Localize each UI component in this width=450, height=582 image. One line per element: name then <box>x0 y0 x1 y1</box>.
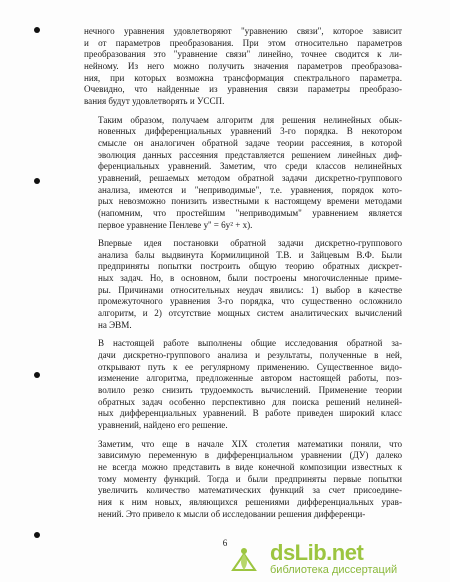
text-line: новенных дифференциальных уравнений 3-го порядка. В некотором <box>98 126 402 137</box>
watermark <box>230 540 440 576</box>
binding-hole <box>34 372 40 378</box>
watermark-subtitle: библиотека диссертаций <box>270 564 398 576</box>
paragraph <box>84 238 402 331</box>
text-line: уравнений, найдено его решение. <box>98 420 228 430</box>
binding-hole <box>34 27 40 33</box>
text-line: В настоящей работе выполнены общие исследования обратной за- <box>98 338 402 349</box>
paragraph <box>84 338 402 431</box>
text-line: смысле он аналогичен обратной задаче теории рассеяния, в которой <box>98 137 402 148</box>
binding-hole <box>34 178 40 184</box>
body-text <box>84 26 402 520</box>
text-line: Очевидно, что найденные из уравнения связи параметры преобразо- <box>84 84 402 95</box>
text-line: ния, при которых возможна трансформация спектрального параметра. <box>84 72 402 83</box>
text-line: рых невозможно понизить известными к настоящему времени методами <box>98 196 402 207</box>
text-line: ференциальных уравнений. Заметим, что среди классов нелинейных <box>98 161 402 172</box>
text-line: ния к ним новых, являющихся решениями дифференциальных урав- <box>98 496 402 507</box>
text-line: зависимую переменную в дифференциальном уравнении (ДУ) далеко <box>98 450 402 461</box>
watermark-title: dsLib.net <box>270 540 364 565</box>
text-line: (напомним, что простейшим "неприводимым" уравнением является <box>98 207 402 218</box>
text-line: алгоритм, и 2) отсутствие мощных систем аналитических вычислений <box>98 308 402 319</box>
text-line: Впервые идея постановки обратной задачи дискретно-группового <box>98 238 402 249</box>
text-line: эволюция данных рассеяния представляется решением линейных диф- <box>98 149 402 160</box>
leaf-book-icon <box>230 546 258 574</box>
text-line: нечного уравнения удовлетворяют "уравнению связи", которое зависит <box>84 26 402 36</box>
text-line: нейному. Из него можно получить значения параметров преобразова- <box>84 60 402 71</box>
paragraph <box>84 439 402 521</box>
text-line: Таким образом, получаем алгоритм для решения нелинейных обык- <box>98 114 402 125</box>
text-line: на ЭВМ. <box>98 319 132 330</box>
text-line: анализа, имеются и "неприводимые", т.е. уравнения, порядок кото- <box>98 184 402 195</box>
text-line: первое уравнение Пенлеве y'' = 6y² + x). <box>98 219 253 230</box>
text-line: предприняты попытки построить общую теорию обратных дискрет- <box>98 261 402 272</box>
text-line: и от параметров преобразования. При этом относительно параметров <box>84 37 402 48</box>
text-line: промежуточного уравнения 3-го порядка, что существенно осложнило <box>98 296 402 307</box>
text-line: дачи дискретно-группового анализа и результаты, полученные в ней, <box>98 350 402 361</box>
text-line: не всегда можно представить в виде конечной композиции известных к <box>98 461 402 472</box>
text-line: ных дифференциальных уравнений. В работе приведен широкий класс <box>98 408 402 419</box>
text-line: ных задач. Но, в основном, были построены многочисленные приме- <box>98 273 402 284</box>
paragraph <box>84 115 402 232</box>
text-line: вания будут удовлетворять и УССП. <box>84 95 225 106</box>
paragraph <box>84 26 402 108</box>
text-line: увеличить количество математических функций за счет присоедине- <box>98 485 402 496</box>
text-line: открывают путь к ее регулярному применению. Существенное видо- <box>98 361 402 372</box>
text-line: нений. Это привело к мысли об исследовании решения дифференци- <box>98 508 366 519</box>
text-line: тому моменту функций. Тогда и были предприняты первые попытки <box>98 473 402 484</box>
text-line: обратных задач особенно перспективно для поиска решений нелиней- <box>98 396 402 407</box>
text-line: анализа балы выдвинута Кормилициной Т.В. и Зайцевым В.Ф. Были <box>98 249 402 260</box>
text-line: уравнений, решаемых методом обратной задачи дискретно-группового <box>98 172 402 183</box>
page-number: 6 <box>222 538 228 548</box>
text-line: волило резко снизить трудоемкость вычислений. Применение теории <box>98 385 402 396</box>
text-line: преобразования это "уравнение связи" линейно, точнее сводится к ли- <box>84 49 402 60</box>
text-line: изменение алгоритма, предложенные автором настоящей работы, поз- <box>98 373 402 384</box>
text-line: Заметим, что еще в начале XIX столетия математики поняли, что <box>98 438 402 449</box>
text-line: ры. Причинами относительных неудач явились: 1) выбор в качестве <box>98 284 402 295</box>
